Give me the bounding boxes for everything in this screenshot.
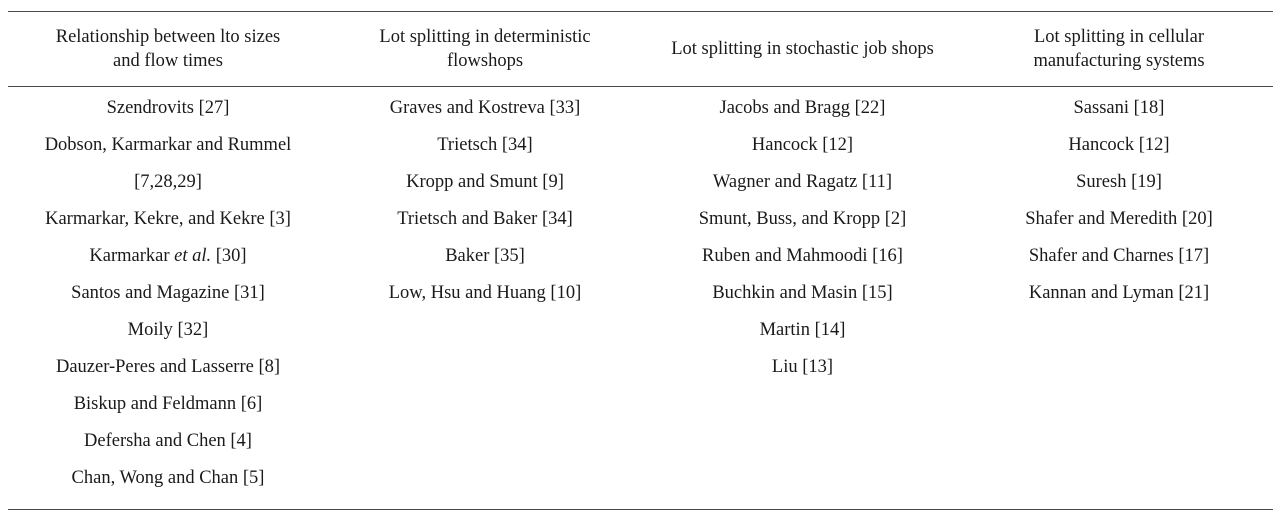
table-cell: Trietsch [34] (437, 135, 533, 155)
column-flow-times (20, 90, 316, 497)
table-cell: Martin [14] (759, 320, 846, 340)
table-cell: Baker [35] (445, 246, 525, 266)
table-cell: Moily [32] (127, 320, 209, 340)
table-cell: Suresh [19] (1076, 172, 1162, 192)
table-cell: Wagner and Ragatz [11] (712, 172, 893, 192)
table-cell: Graves and Kostreva [33] (389, 98, 581, 118)
table-cell: Buchkin and Masin [15] (712, 283, 893, 303)
table-cell: Hancock [12] (1068, 135, 1170, 155)
table-cell: Hancock [12] (751, 135, 854, 155)
column-stochastic-job-shops (645, 90, 960, 386)
column-header-deterministic-flowshops: Lot splitting in deterministic flowshops (379, 26, 591, 71)
table-cell: Kropp and Smunt [9] (406, 172, 564, 192)
table-cell: Smunt, Buss, and Kropp [2] (698, 209, 907, 229)
table-cell: Low, Hsu and Huang [10] (388, 283, 582, 303)
column-header-stochastic-job-shops: Lot splitting in stochastic job shops (671, 38, 934, 59)
column-cellular-manufacturing (985, 90, 1253, 312)
table-bottom-rule (8, 509, 1273, 510)
table-cell: Karmarkar, Kekre, and Kekre [3] (45, 209, 291, 229)
table-cell: Biskup and Feldmann [6] (73, 394, 263, 414)
table-cell: Szendrovits [27] (106, 98, 230, 118)
table-cell: Trietsch and Baker [34] (397, 209, 573, 229)
table-cell: Sassani [18] (1073, 98, 1165, 118)
column-header-cellular-manufacturing: Lot splitting in cellular manufacturing systems (1033, 26, 1205, 71)
table-cell: Dobson, Karmarkar and Rummel (44, 135, 292, 155)
table-cell: Karmarkar et al. [30] (89, 246, 247, 266)
table-cell: Dauzer-Peres and Lasserre [8] (55, 357, 281, 377)
column-deterministic-flowshops (350, 90, 620, 312)
table-cell: Chan, Wong and Chan [5] (71, 468, 265, 488)
table-cell: [7,28,29] (134, 172, 202, 192)
table-cell: Ruben and Mahmoodi [16] (702, 246, 903, 266)
column-header-flow-times: Relationship between lto sizes and flow times (55, 26, 281, 71)
table-cell: Kannan and Lyman [21] (1028, 283, 1210, 303)
table-cell: Defersha and Chen [4] (84, 431, 252, 451)
table-cell: Santos and Magazine [31] (71, 283, 265, 303)
table-cell: Shafer and Meredith [20] (1025, 209, 1213, 229)
table-cell: Shafer and Charnes [17] (1028, 246, 1210, 266)
table-header-rule (8, 86, 1273, 87)
table-cell: Liu [13] (771, 357, 834, 377)
table-cell: Jacobs and Bragg [22] (719, 98, 886, 118)
